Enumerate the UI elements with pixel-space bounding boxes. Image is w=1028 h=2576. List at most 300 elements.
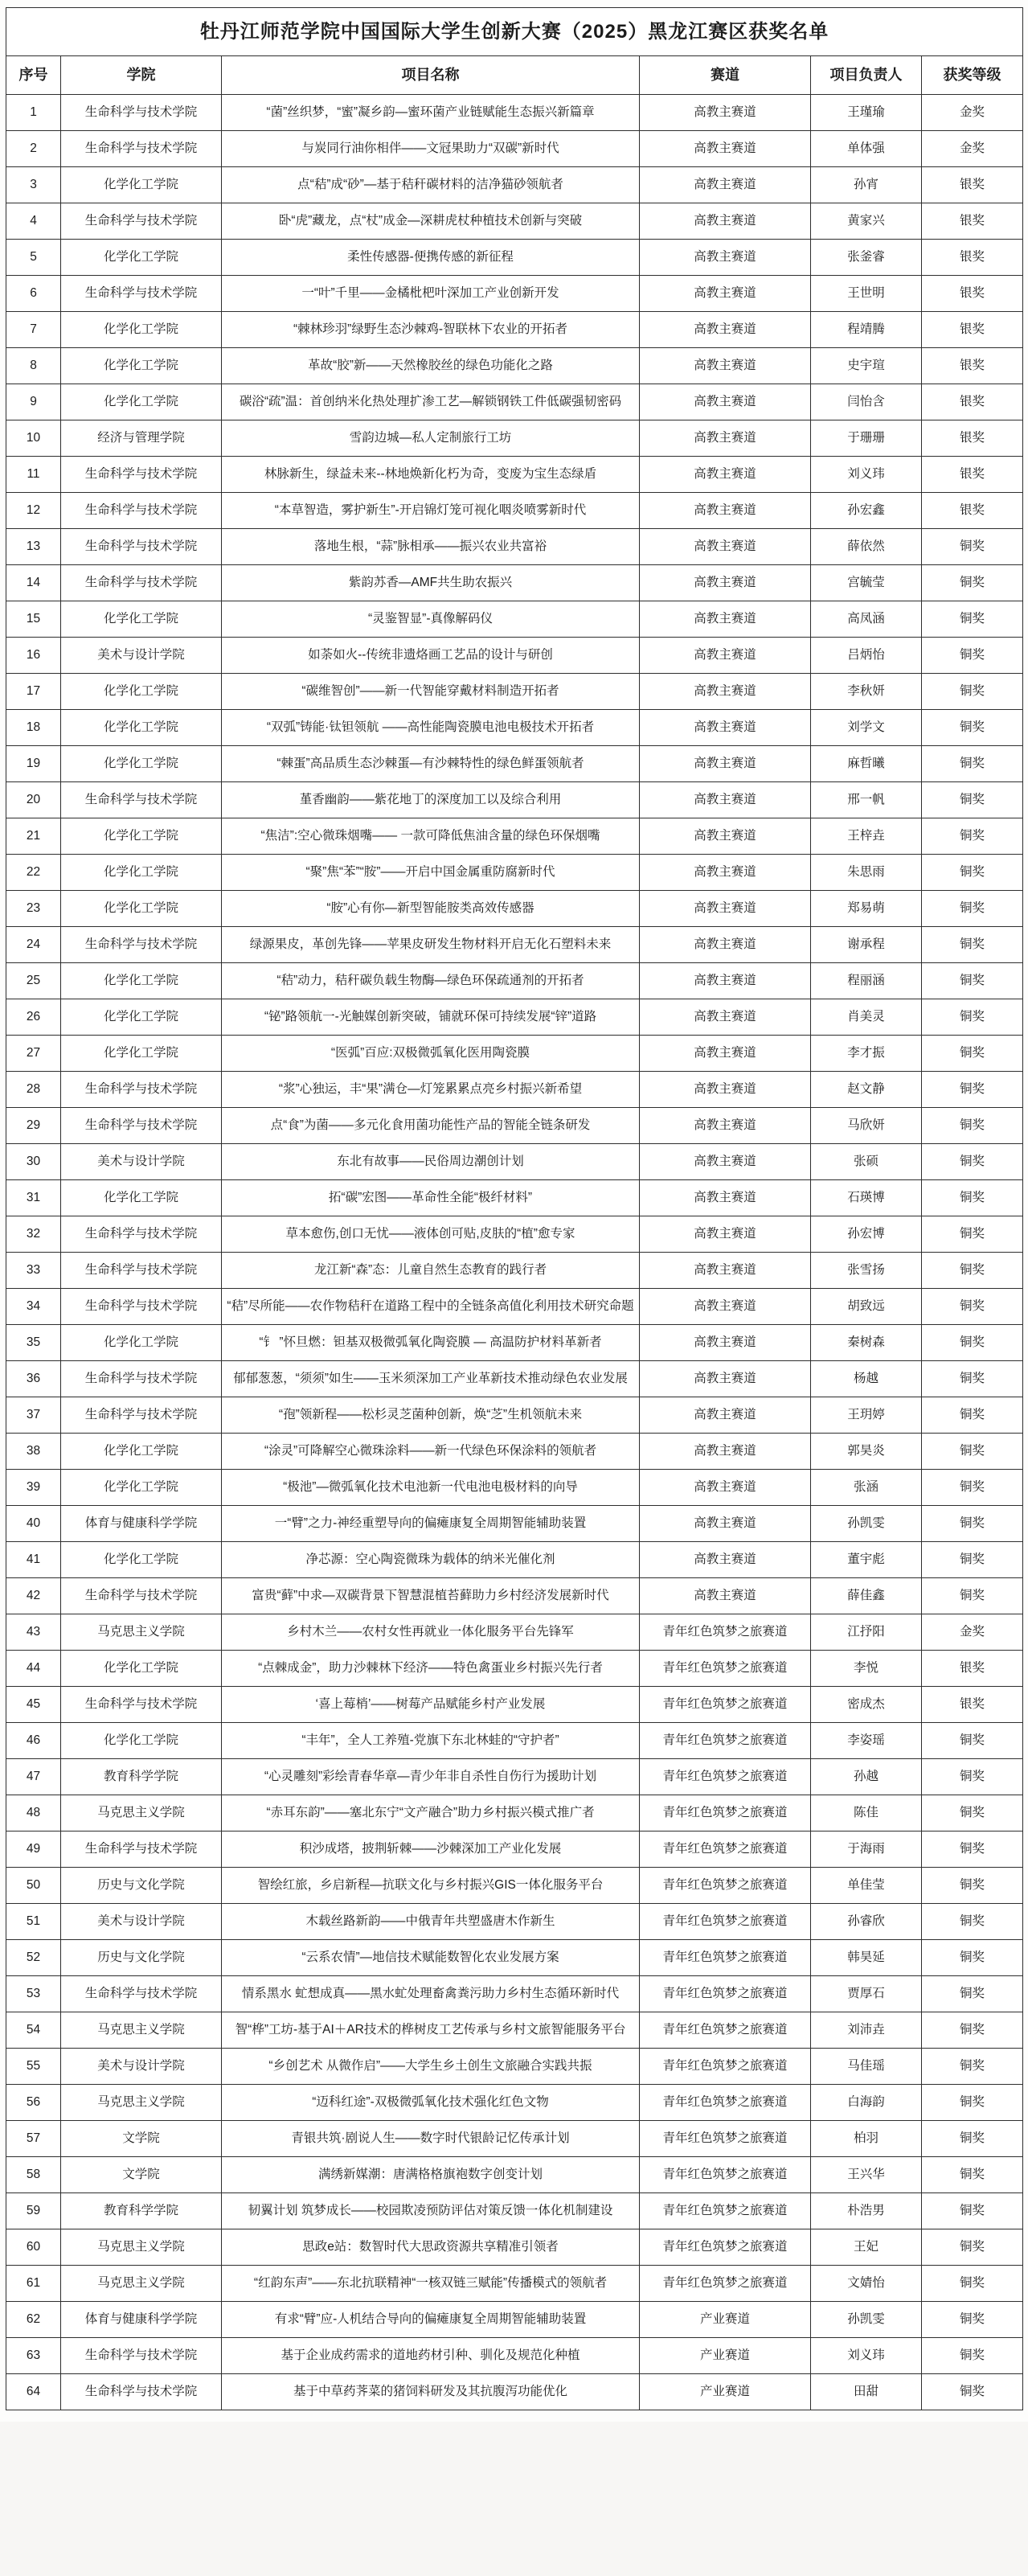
table-row (6, 2084, 1023, 2120)
cell-college: 文学院 (61, 2120, 222, 2156)
table-row (6, 130, 1023, 166)
cell-project: 基于企业成药需求的道地药材引种、驯化及规范化种植 (222, 2337, 640, 2373)
cell-college: 体育与健康科学学院 (61, 1505, 222, 1541)
cell-leader: 石瑛博 (811, 1179, 922, 1216)
cell-leader: 薛依然 (811, 528, 922, 564)
cell-leader: 刘学文 (811, 709, 922, 745)
table-row (6, 2120, 1023, 2156)
cell-leader: 陈佳 (811, 1795, 922, 1831)
cell-project: “菌”丝织梦，“蜜”凝乡韵—蜜环菌产业链赋能生态振兴新篇章 (222, 94, 640, 130)
table-row (6, 384, 1023, 420)
cell-project: “棘林珍羽”绿野生态沙棘鸡-智联林下农业的开拓者 (222, 311, 640, 347)
cell-college: 经济与管理学院 (61, 420, 222, 456)
cell-track: 青年红色筑梦之旅赛道 (640, 1831, 811, 1867)
cell-award: 铜奖 (922, 564, 1023, 601)
cell-track: 青年红色筑梦之旅赛道 (640, 2048, 811, 2084)
cell-leader: 孙凯雯 (811, 2301, 922, 2337)
table-row (6, 1324, 1023, 1360)
cell-college: 化学化工学院 (61, 347, 222, 384)
col-header-award: 获奖等级 (922, 56, 1023, 95)
table-row (6, 564, 1023, 601)
cell-award: 铜奖 (922, 890, 1023, 926)
cell-college: 教育科学学院 (61, 1758, 222, 1795)
cell-leader: 杨越 (811, 1360, 922, 1397)
table-row (6, 1035, 1023, 1071)
cell-no: 31 (6, 1179, 61, 1216)
cell-award: 铜奖 (922, 1035, 1023, 1071)
cell-project: 草本愈伤,创口无忧——液体创可贴,皮肤的“植”愈专家 (222, 1216, 640, 1252)
cell-award: 铜奖 (922, 1324, 1023, 1360)
cell-track: 高教主赛道 (640, 1107, 811, 1143)
cell-college: 化学化工学院 (61, 1650, 222, 1686)
cell-leader: 孙宏鑫 (811, 492, 922, 528)
cell-award: 铜奖 (922, 2048, 1023, 2084)
cell-college: 文学院 (61, 2156, 222, 2192)
cell-award: 银奖 (922, 311, 1023, 347)
cell-leader: 薛佳鑫 (811, 1577, 922, 1614)
cell-project: 如荼如火--传统非遗烙画工艺品的设计与研创 (222, 637, 640, 673)
table-row (6, 1650, 1023, 1686)
cell-award: 铜奖 (922, 1288, 1023, 1324)
cell-no: 14 (6, 564, 61, 601)
page-title: 牡丹江师范学院中国国际大学生创新大赛（2025）黑龙江赛区获奖名单 (6, 8, 1023, 56)
table-row (6, 709, 1023, 745)
cell-college: 化学化工学院 (61, 239, 222, 275)
cell-award: 铜奖 (922, 1758, 1023, 1795)
cell-college: 化学化工学院 (61, 673, 222, 709)
cell-award: 铜奖 (922, 1577, 1023, 1614)
cell-award: 铜奖 (922, 2192, 1023, 2229)
cell-leader: 肖美灵 (811, 999, 922, 1035)
cell-no: 53 (6, 1975, 61, 2012)
table-row (6, 1939, 1023, 1975)
cell-project: 一“臂”之力-神经重塑导向的偏瘫康复全周期智能辅助装置 (222, 1505, 640, 1541)
cell-track: 高教主赛道 (640, 890, 811, 926)
cell-award: 铜奖 (922, 2265, 1023, 2301)
cell-award: 铜奖 (922, 818, 1023, 854)
col-header-college: 学院 (61, 56, 222, 95)
cell-no: 1 (6, 94, 61, 130)
cell-award: 银奖 (922, 492, 1023, 528)
cell-track: 产业赛道 (640, 2301, 811, 2337)
cell-project: 紫韵苏香—AMF共生助农振兴 (222, 564, 640, 601)
cell-project: 基于中草药荠菜的猪饲料研发及其抗腹泻功能优化 (222, 2373, 640, 2410)
cell-college: 教育科学学院 (61, 2192, 222, 2229)
cell-college: 化学化工学院 (61, 1433, 222, 1469)
cell-no: 15 (6, 601, 61, 637)
cell-award: 铜奖 (922, 673, 1023, 709)
cell-no: 38 (6, 1433, 61, 1469)
cell-track: 高教主赛道 (640, 601, 811, 637)
cell-no: 25 (6, 962, 61, 999)
cell-college: 生命科学与技术学院 (61, 130, 222, 166)
cell-no: 51 (6, 1903, 61, 1939)
table-row (6, 781, 1023, 818)
table-row (6, 1722, 1023, 1758)
cell-college: 化学化工学院 (61, 999, 222, 1035)
cell-track: 青年红色筑梦之旅赛道 (640, 1903, 811, 1939)
cell-track: 高教主赛道 (640, 94, 811, 130)
cell-no: 4 (6, 203, 61, 239)
cell-track: 高教主赛道 (640, 962, 811, 999)
table-row (6, 1360, 1023, 1397)
table-row (6, 2337, 1023, 2373)
cell-leader: 闫怡含 (811, 384, 922, 420)
cell-project: “碳维智创”——新一代智能穿戴材料制造开拓者 (222, 673, 640, 709)
cell-project: 满绣新媒潮：唐满格格旗袍数字创变计划 (222, 2156, 640, 2192)
cell-college: 生命科学与技术学院 (61, 781, 222, 818)
cell-leader: 马欣妍 (811, 1107, 922, 1143)
cell-track: 产业赛道 (640, 2373, 811, 2410)
cell-project: 智绘红旅，乡启新程—抗联文化与乡村振兴GIS一体化服务平台 (222, 1867, 640, 1903)
cell-college: 生命科学与技术学院 (61, 1975, 222, 2012)
cell-leader: 江抒阳 (811, 1614, 922, 1650)
cell-college: 化学化工学院 (61, 854, 222, 890)
cell-no: 37 (6, 1397, 61, 1433)
cell-award: 铜奖 (922, 1397, 1023, 1433)
cell-project: “丰年”，全人工养殖-党旗下东北林蛙的“守护者” (222, 1722, 640, 1758)
cell-college: 生命科学与技术学院 (61, 1288, 222, 1324)
table-row (6, 1179, 1023, 1216)
cell-leader: 张涵 (811, 1469, 922, 1505)
table-row (6, 2048, 1023, 2084)
table-row (6, 962, 1023, 999)
cell-no: 17 (6, 673, 61, 709)
cell-track: 高教主赛道 (640, 854, 811, 890)
cell-college: 美术与设计学院 (61, 637, 222, 673)
cell-leader: 李才振 (811, 1035, 922, 1071)
table-row (6, 2229, 1023, 2265)
cell-track: 高教主赛道 (640, 1179, 811, 1216)
cell-award: 铜奖 (922, 2229, 1023, 2265)
award-table-body (6, 94, 1023, 2410)
cell-leader: 黄家兴 (811, 203, 922, 239)
cell-project: “浆”心独运，丰“果”满仓—灯笼累累点亮乡村振兴新希望 (222, 1071, 640, 1107)
cell-no: 43 (6, 1614, 61, 1650)
cell-college: 马克思主义学院 (61, 2229, 222, 2265)
cell-no: 11 (6, 456, 61, 492)
cell-leader: 郑易萌 (811, 890, 922, 926)
cell-project: 与炭同行油你相伴——文冠果助力“双碳”新时代 (222, 130, 640, 166)
cell-leader: 朴浩男 (811, 2192, 922, 2229)
cell-no: 27 (6, 1035, 61, 1071)
cell-no: 10 (6, 420, 61, 456)
cell-no: 60 (6, 2229, 61, 2265)
cell-leader: 高凤涵 (811, 601, 922, 637)
cell-no: 50 (6, 1867, 61, 1903)
cell-no: 40 (6, 1505, 61, 1541)
cell-track: 高教主赛道 (640, 1288, 811, 1324)
table-row (6, 601, 1023, 637)
cell-project: 情系黑水 虻想成真——黑水虻处理畜禽粪污助力乡村生态循环新时代 (222, 1975, 640, 2012)
table-row (6, 999, 1023, 1035)
table-row (6, 673, 1023, 709)
cell-project: “点棘成金”，助力沙棘林下经济——特色禽蛋业乡村振兴先行者 (222, 1650, 640, 1686)
table-row (6, 239, 1023, 275)
cell-project: 韧翼计划 筑梦成长——校园欺凌预防评估对策反馈一体化机制建设 (222, 2192, 640, 2229)
cell-college: 马克思主义学院 (61, 2012, 222, 2048)
cell-award: 铜奖 (922, 1252, 1023, 1288)
table-row (6, 456, 1023, 492)
cell-leader: 柏羽 (811, 2120, 922, 2156)
cell-leader: 马佳瑶 (811, 2048, 922, 2084)
cell-track: 青年红色筑梦之旅赛道 (640, 2192, 811, 2229)
cell-track: 青年红色筑梦之旅赛道 (640, 2084, 811, 2120)
col-header-leader: 项目负责人 (811, 56, 922, 95)
cell-leader: 郭昊炎 (811, 1433, 922, 1469)
table-row (6, 1577, 1023, 1614)
cell-leader: 孙越 (811, 1758, 922, 1795)
cell-leader: 贾厚石 (811, 1975, 922, 2012)
cell-leader: 王瑾瑜 (811, 94, 922, 130)
table-row (6, 2192, 1023, 2229)
cell-track: 青年红色筑梦之旅赛道 (640, 1686, 811, 1722)
cell-no: 46 (6, 1722, 61, 1758)
cell-project: “铋”路领航一-光触媒创新突破，铺就环保可持续发展“锌”道路 (222, 999, 640, 1035)
cell-award: 银奖 (922, 384, 1023, 420)
cell-no: 26 (6, 999, 61, 1035)
cell-college: 化学化工学院 (61, 745, 222, 781)
cell-track: 高教主赛道 (640, 818, 811, 854)
cell-track: 高教主赛道 (640, 420, 811, 456)
cell-no: 12 (6, 492, 61, 528)
cell-project: “迈科红途”-双极微弧氧化技术强化红色文物 (222, 2084, 640, 2120)
cell-track: 高教主赛道 (640, 1216, 811, 1252)
cell-award: 银奖 (922, 347, 1023, 384)
cell-no: 56 (6, 2084, 61, 2120)
table-row (6, 2012, 1023, 2048)
cell-award: 铜奖 (922, 2012, 1023, 2048)
table-row (6, 1143, 1023, 1179)
cell-project: 富贵“藓”中求—双碳背景下智慧混植苔藓助力乡村经济发展新时代 (222, 1577, 640, 1614)
table-row (6, 2156, 1023, 2192)
cell-award: 铜奖 (922, 1143, 1023, 1179)
cell-award: 铜奖 (922, 1433, 1023, 1469)
cell-award: 铜奖 (922, 1505, 1023, 1541)
cell-college: 化学化工学院 (61, 818, 222, 854)
cell-leader: 吕炳怡 (811, 637, 922, 673)
cell-leader: 刘沛垚 (811, 2012, 922, 2048)
cell-track: 高教主赛道 (640, 347, 811, 384)
cell-no: 8 (6, 347, 61, 384)
cell-project: 点“食”为菌——多元化食用菌功能性产品的智能全链条研发 (222, 1107, 640, 1143)
table-row (6, 1795, 1023, 1831)
cell-project: “赤耳东韵”——塞北东宁“文产融合”助力乡村振兴模式推广者 (222, 1795, 640, 1831)
cell-project: 有求“臂”应-人机结合导向的偏瘫康复全周期智能辅助装置 (222, 2301, 640, 2337)
table-row (6, 275, 1023, 311)
cell-project: 革故“胶”新——天然橡胶丝的绿色功能化之路 (222, 347, 640, 384)
cell-track: 高教主赛道 (640, 1324, 811, 1360)
cell-college: 化学化工学院 (61, 1035, 222, 1071)
cell-track: 高教主赛道 (640, 1360, 811, 1397)
cell-college: 生命科学与技术学院 (61, 564, 222, 601)
cell-track: 高教主赛道 (640, 709, 811, 745)
table-row (6, 166, 1023, 203)
cell-track: 高教主赛道 (640, 1143, 811, 1179)
cell-project: “极池”—微弧氧化技术电池新一代电池电极材料的向导 (222, 1469, 640, 1505)
cell-leader: 孙凯雯 (811, 1505, 922, 1541)
table-row (6, 1252, 1023, 1288)
cell-project: “本草智造，雾护新生”-开启锦灯笼可视化咽炎喷雾新时代 (222, 492, 640, 528)
cell-no: 48 (6, 1795, 61, 1831)
cell-award: 铜奖 (922, 2156, 1023, 2192)
cell-leader: 于珊珊 (811, 420, 922, 456)
table-row (6, 311, 1023, 347)
table-row (6, 1433, 1023, 1469)
cell-leader: 白海韵 (811, 2084, 922, 2120)
cell-award: 铜奖 (922, 926, 1023, 962)
cell-award: 银奖 (922, 239, 1023, 275)
cell-leader: 孙宵 (811, 166, 922, 203)
cell-track: 高教主赛道 (640, 1433, 811, 1469)
table-row (6, 1071, 1023, 1107)
cell-track: 青年红色筑梦之旅赛道 (640, 2229, 811, 2265)
cell-award: 铜奖 (922, 1216, 1023, 1252)
table-row (6, 528, 1023, 564)
table-row (6, 1903, 1023, 1939)
cell-track: 青年红色筑梦之旅赛道 (640, 1758, 811, 1795)
cell-track: 高教主赛道 (640, 239, 811, 275)
cell-track: 高教主赛道 (640, 1035, 811, 1071)
cell-college: 生命科学与技术学院 (61, 94, 222, 130)
cell-project: 绿源果皮，革创先锋——苹果皮研发生物材料开启无化石塑料未来 (222, 926, 640, 962)
col-header-track: 赛道 (640, 56, 811, 95)
cell-no: 28 (6, 1071, 61, 1107)
cell-no: 2 (6, 130, 61, 166)
cell-college: 化学化工学院 (61, 1722, 222, 1758)
cell-project: 东北有故事——民俗周边潮创计划 (222, 1143, 640, 1179)
cell-no: 42 (6, 1577, 61, 1614)
cell-award: 银奖 (922, 1686, 1023, 1722)
table-row (6, 745, 1023, 781)
cell-college: 生命科学与技术学院 (61, 1686, 222, 1722)
cell-leader: 单体强 (811, 130, 922, 166)
cell-track: 高教主赛道 (640, 1505, 811, 1541)
cell-track: 青年红色筑梦之旅赛道 (640, 2012, 811, 2048)
cell-no: 20 (6, 781, 61, 818)
cell-college: 化学化工学院 (61, 1469, 222, 1505)
cell-award: 铜奖 (922, 1831, 1023, 1867)
cell-award: 铜奖 (922, 601, 1023, 637)
cell-award: 金奖 (922, 130, 1023, 166)
cell-project: “焦洁”:空心微珠烟嘴—— 一款可降低焦油含量的绿色环保烟嘴 (222, 818, 640, 854)
cell-college: 马克思主义学院 (61, 2084, 222, 2120)
cell-no: 54 (6, 2012, 61, 2048)
cell-college: 生命科学与技术学院 (61, 1252, 222, 1288)
cell-track: 青年红色筑梦之旅赛道 (640, 1867, 811, 1903)
cell-no: 39 (6, 1469, 61, 1505)
cell-track: 高教主赛道 (640, 564, 811, 601)
cell-no: 36 (6, 1360, 61, 1397)
cell-track: 青年红色筑梦之旅赛道 (640, 1722, 811, 1758)
cell-track: 青年红色筑梦之旅赛道 (640, 1975, 811, 2012)
cell-project: ‘喜上莓梢’——树莓产品赋能乡村产业发展 (222, 1686, 640, 1722)
cell-track: 高教主赛道 (640, 311, 811, 347)
cell-award: 铜奖 (922, 1795, 1023, 1831)
cell-college: 生命科学与技术学院 (61, 1397, 222, 1433)
cell-no: 9 (6, 384, 61, 420)
cell-no: 22 (6, 854, 61, 890)
cell-project: “乡创艺术 从微作启”——大学生乡土创生文旅融合实践共振 (222, 2048, 640, 2084)
cell-college: 美术与设计学院 (61, 2048, 222, 2084)
cell-project: 点“秸”成“砂”—基于秸秆碳材料的洁净猫砂领航者 (222, 166, 640, 203)
cell-no: 35 (6, 1324, 61, 1360)
cell-award: 铜奖 (922, 999, 1023, 1035)
cell-project: 净芯源：空心陶瓷微珠为载体的纳米光催化剂 (222, 1541, 640, 1577)
cell-leader: 程丽涵 (811, 962, 922, 999)
cell-project: 拓“碳”宏图——革命性全能“极纤材料” (222, 1179, 640, 1216)
table-row (6, 1831, 1023, 1867)
table-row (6, 2265, 1023, 2301)
cell-college: 化学化工学院 (61, 890, 222, 926)
table-row (6, 1975, 1023, 2012)
cell-no: 59 (6, 2192, 61, 2229)
table-row (6, 94, 1023, 130)
cell-award: 铜奖 (922, 1107, 1023, 1143)
cell-project: “秸”动力，秸秆碳负载生物酶—绿色环保疏通剂的开拓者 (222, 962, 640, 999)
cell-project: “秸”尽所能——农作物秸秆在道路工程中的全链条高值化利用技术研究命题 (222, 1288, 640, 1324)
cell-no: 41 (6, 1541, 61, 1577)
table-row (6, 890, 1023, 926)
cell-college: 生命科学与技术学院 (61, 528, 222, 564)
cell-leader: 单佳莹 (811, 1867, 922, 1903)
cell-college: 化学化工学院 (61, 311, 222, 347)
cell-project: 木载丝路新韵——中俄青年共塑盛唐木作新生 (222, 1903, 640, 1939)
cell-track: 高教主赛道 (640, 528, 811, 564)
cell-college: 生命科学与技术学院 (61, 275, 222, 311)
cell-track: 高教主赛道 (640, 745, 811, 781)
cell-track: 高教主赛道 (640, 1071, 811, 1107)
cell-track: 青年红色筑梦之旅赛道 (640, 2265, 811, 2301)
table-row (6, 420, 1023, 456)
cell-college: 化学化工学院 (61, 166, 222, 203)
cell-track: 高教主赛道 (640, 781, 811, 818)
table-row (6, 1397, 1023, 1433)
cell-no: 18 (6, 709, 61, 745)
cell-no: 45 (6, 1686, 61, 1722)
cell-track: 高教主赛道 (640, 1541, 811, 1577)
cell-no: 7 (6, 311, 61, 347)
cell-track: 青年红色筑梦之旅赛道 (640, 1614, 811, 1650)
cell-award: 铜奖 (922, 745, 1023, 781)
cell-leader: 李悦 (811, 1650, 922, 1686)
cell-leader: 韩昊延 (811, 1939, 922, 1975)
cell-leader: 史宇瑄 (811, 347, 922, 384)
cell-award: 铜奖 (922, 709, 1023, 745)
cell-no: 16 (6, 637, 61, 673)
cell-award: 铜奖 (922, 1975, 1023, 2012)
cell-leader: 朱思雨 (811, 854, 922, 890)
cell-college: 生命科学与技术学院 (61, 203, 222, 239)
cell-project: “胺”心有你—新型智能胺类高效传感器 (222, 890, 640, 926)
cell-no: 32 (6, 1216, 61, 1252)
table-row (6, 347, 1023, 384)
table-row (6, 2301, 1023, 2337)
cell-college: 历史与文化学院 (61, 1939, 222, 1975)
cell-leader: 刘义玮 (811, 2337, 922, 2373)
table-row (6, 1541, 1023, 1577)
cell-leader: 王梓垚 (811, 818, 922, 854)
cell-track: 高教主赛道 (640, 275, 811, 311)
cell-track: 产业赛道 (640, 2337, 811, 2373)
cell-award: 铜奖 (922, 1071, 1023, 1107)
title-row (6, 8, 1023, 56)
cell-award: 银奖 (922, 420, 1023, 456)
cell-no: 58 (6, 2156, 61, 2192)
cell-no: 5 (6, 239, 61, 275)
cell-leader: 于海雨 (811, 1831, 922, 1867)
cell-college: 美术与设计学院 (61, 1903, 222, 1939)
